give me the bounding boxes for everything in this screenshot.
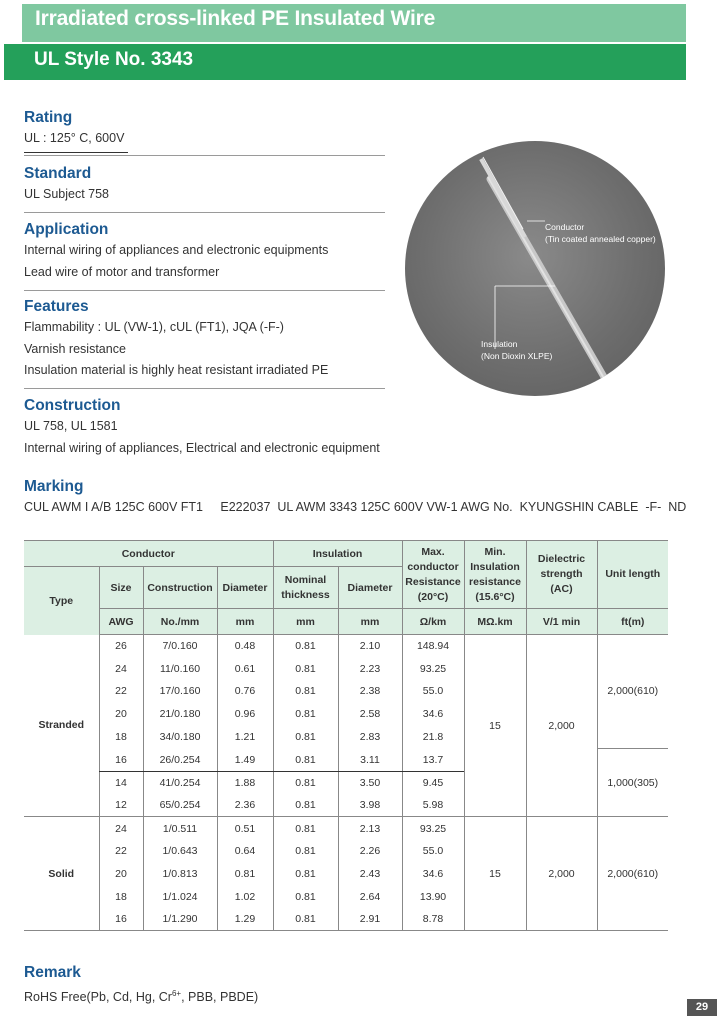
table-row xyxy=(24,817,668,840)
size-cell: 22 xyxy=(99,680,143,703)
ins-diameter-cell: 3.11 xyxy=(338,748,402,771)
diameter-cell: 0.51 xyxy=(217,817,273,840)
size-cell: 14 xyxy=(99,771,143,794)
unit-construction: No./mm xyxy=(143,609,217,635)
marking-text: CUL AWM I A/B 125C 600V FT1 E222037 UL AWM 3343 125C 600V VW-1 AWG No. KYUNGSHIN CABLE -F- ND xyxy=(24,500,687,514)
size-cell: 24 xyxy=(99,817,143,840)
header-size: Size xyxy=(99,567,143,609)
construction-cell: 21/0.180 xyxy=(143,703,217,726)
header-construction: Construction xyxy=(143,567,217,609)
diameter-cell: 1.49 xyxy=(217,748,273,771)
size-cell: 20 xyxy=(99,862,143,885)
header-type: Type xyxy=(24,567,99,635)
ins-diameter-cell: 2.43 xyxy=(338,862,402,885)
application-line: Internal wiring of appliances and electronic equipments xyxy=(24,243,329,257)
diameter-cell: 1.21 xyxy=(217,726,273,749)
unit-nominal: mm xyxy=(273,609,338,635)
header-ins-diameter: Diameter xyxy=(338,567,402,609)
solid-group xyxy=(24,817,668,931)
diameter-cell: 0.96 xyxy=(217,703,273,726)
features-section xyxy=(24,297,328,382)
thickness-cell: 0.81 xyxy=(273,748,338,771)
remark-text: RoHS Free(Pb, Cd, Hg, $Cr^{6+}$, PBB, PBDE) xyxy=(24,989,259,1005)
size-cell: 20 xyxy=(99,703,143,726)
construction-line: UL 758, UL 1581 xyxy=(24,419,118,433)
header-max-resistance: Max. conductor Resistance (20°C) xyxy=(402,541,464,609)
construction-cell: 11/0.160 xyxy=(143,657,217,680)
thickness-cell: 0.81 xyxy=(273,862,338,885)
resistance-cell: 21.8 xyxy=(402,726,464,749)
size-cell: 16 xyxy=(99,748,143,771)
section-divider xyxy=(24,290,385,291)
diameter-cell: 1.29 xyxy=(217,908,273,931)
unit-dielectric: V/1 min xyxy=(526,609,597,635)
size-cell: 24 xyxy=(99,657,143,680)
page-title: Irradiated cross-linked PE Insulated Wire xyxy=(35,7,436,30)
diameter-cell: 0.76 xyxy=(217,680,273,703)
ins-diameter-cell: 2.23 xyxy=(338,657,402,680)
marking-title: Marking xyxy=(24,478,84,495)
unit-unit-length: ft(m) xyxy=(597,609,668,635)
construction-title: Construction xyxy=(24,397,121,414)
diameter-cell: 0.61 xyxy=(217,657,273,680)
ins-diameter-cell: 3.50 xyxy=(338,771,402,794)
stranded-group xyxy=(24,635,668,817)
resistance-cell: 34.6 xyxy=(402,862,464,885)
marking-section xyxy=(24,477,686,519)
rating-title: Rating xyxy=(24,109,73,126)
size-cell: 26 xyxy=(99,635,143,658)
application-section xyxy=(24,220,328,283)
resistance-cell: 55.0 xyxy=(402,680,464,703)
remark-section xyxy=(24,963,258,1009)
features-line: Insulation material is highly heat resistant irradiated PE xyxy=(24,363,329,377)
dielectric-cell: 2,000 xyxy=(526,635,597,817)
construction-cell: 34/0.180 xyxy=(143,726,217,749)
application-line: Lead wire of motor and transformer xyxy=(24,264,220,279)
construction-cell: 26/0.254 xyxy=(143,748,217,771)
construction-cell: 1/0.643 xyxy=(143,840,217,863)
thickness-cell: 0.81 xyxy=(273,908,338,931)
ins-diameter-cell: 2.58 xyxy=(338,703,402,726)
unit-max-resistance: Ω/km xyxy=(402,609,464,635)
construction-cell: 7/0.160 xyxy=(143,635,217,658)
resistance-cell: 55.0 xyxy=(402,840,464,863)
resistance-cell: 13.7 xyxy=(402,748,464,771)
rating-underline xyxy=(24,152,128,153)
construction-cell: 1/0.511 xyxy=(143,817,217,840)
ins-diameter-cell: 2.10 xyxy=(338,635,402,658)
section-divider xyxy=(24,155,385,156)
resistance-cell: 9.45 xyxy=(402,771,464,794)
table-row xyxy=(24,635,668,658)
section-divider xyxy=(24,212,385,213)
construction-cell: 65/0.254 xyxy=(143,794,217,817)
resistance-cell: 34.6 xyxy=(402,703,464,726)
size-cell: 18 xyxy=(99,726,143,749)
page-number: 29 xyxy=(687,999,717,1016)
unit-size: AWG xyxy=(99,609,143,635)
thickness-cell: 0.81 xyxy=(273,771,338,794)
header-rule xyxy=(4,79,686,80)
type-cell: Stranded xyxy=(24,635,99,817)
construction-cell: 1/0.813 xyxy=(143,862,217,885)
thickness-cell: 0.81 xyxy=(273,726,338,749)
ins-diameter-cell: 2.38 xyxy=(338,680,402,703)
wire-photo xyxy=(405,141,665,396)
unit-length-cell: 2,000(610) xyxy=(597,635,668,749)
construction-cell: 17/0.160 xyxy=(143,680,217,703)
ins-diameter-cell: 3.98 xyxy=(338,794,402,817)
application-title: Application xyxy=(24,221,109,238)
header-nominal-thickness: Nominal thickness xyxy=(273,567,338,609)
unit-ins-diameter: mm xyxy=(338,609,402,635)
diameter-cell: 0.81 xyxy=(217,862,273,885)
resistance-cell: 13.90 xyxy=(402,885,464,908)
construction-section xyxy=(24,396,380,459)
unit-length-cell: 2,000(610) xyxy=(597,817,668,931)
size-cell: 12 xyxy=(99,794,143,817)
insulation-resistance-cell: 15 xyxy=(464,817,526,931)
diameter-cell: 2.36 xyxy=(217,794,273,817)
header-insulation: Insulation xyxy=(273,541,402,567)
header-dielectric: Dielectric strength (AC) xyxy=(526,541,597,609)
features-title: Features xyxy=(24,298,89,315)
header-unit-length: Unit length xyxy=(597,541,668,609)
ins-diameter-cell: 2.26 xyxy=(338,840,402,863)
ins-diameter-cell: 2.91 xyxy=(338,908,402,931)
dielectric-cell: 2,000 xyxy=(526,817,597,931)
insulation-resistance-cell: 15 xyxy=(464,635,526,817)
ins-diameter-cell: 2.83 xyxy=(338,726,402,749)
thickness-cell: 0.81 xyxy=(273,840,338,863)
thickness-cell: 0.81 xyxy=(273,680,338,703)
unit-min-insulation: MΩ.km xyxy=(464,609,526,635)
thickness-cell: 0.81 xyxy=(273,794,338,817)
standard-section xyxy=(24,164,109,206)
conductor-label: Conductor (Tin coated annealed copper) xyxy=(545,222,656,244)
thickness-cell: 0.81 xyxy=(273,817,338,840)
resistance-cell: 5.98 xyxy=(402,794,464,817)
header-conductor: Conductor xyxy=(24,541,273,567)
resistance-cell: 8.78 xyxy=(402,908,464,931)
construction-line: Internal wiring of appliances, Electrical and electronic equipment xyxy=(24,440,380,455)
size-cell: 22 xyxy=(99,840,143,863)
insulation-label: Insulation (Non Dioxin XLPE) xyxy=(481,339,553,361)
size-cell: 18 xyxy=(99,885,143,908)
rating-section xyxy=(24,108,124,150)
section-divider xyxy=(24,388,385,389)
resistance-cell: 148.94 xyxy=(402,635,464,658)
resistance-cell: 93.25 xyxy=(402,657,464,680)
standard-title: Standard xyxy=(24,165,92,182)
header-min-insulation: Min. Insulation resistance (15.6°C) xyxy=(464,541,526,609)
thickness-cell: 0.81 xyxy=(273,657,338,680)
specification-table xyxy=(24,540,668,931)
resistance-cell: 93.25 xyxy=(402,817,464,840)
unit-length-cell: 1,000(305) xyxy=(597,748,668,816)
size-cell: 16 xyxy=(99,908,143,931)
construction-cell: 41/0.254 xyxy=(143,771,217,794)
diameter-cell: 1.02 xyxy=(217,885,273,908)
diameter-cell: 0.64 xyxy=(217,840,273,863)
thickness-cell: 0.81 xyxy=(273,635,338,658)
diameter-cell: 1.88 xyxy=(217,771,273,794)
ins-diameter-cell: 2.13 xyxy=(338,817,402,840)
header-diameter: Diameter xyxy=(217,567,273,609)
features-line: Flammability : UL (VW-1), cUL (FT1), JQA (-F-) xyxy=(24,320,284,334)
type-cell: Solid xyxy=(24,817,99,931)
page-subtitle: UL Style No. 3343 xyxy=(34,49,194,70)
construction-cell: 1/1.290 xyxy=(143,908,217,931)
remark-title: Remark xyxy=(24,964,81,981)
construction-cell: 1/1.024 xyxy=(143,885,217,908)
thickness-cell: 0.81 xyxy=(273,703,338,726)
unit-diameter: mm xyxy=(217,609,273,635)
diameter-cell: 0.48 xyxy=(217,635,273,658)
ins-diameter-cell: 2.64 xyxy=(338,885,402,908)
features-line: Varnish resistance xyxy=(24,341,126,356)
standard-line: UL Subject 758 xyxy=(24,187,110,201)
thickness-cell: 0.81 xyxy=(273,885,338,908)
rating-line: UL : 125° C, 600V xyxy=(24,131,125,145)
